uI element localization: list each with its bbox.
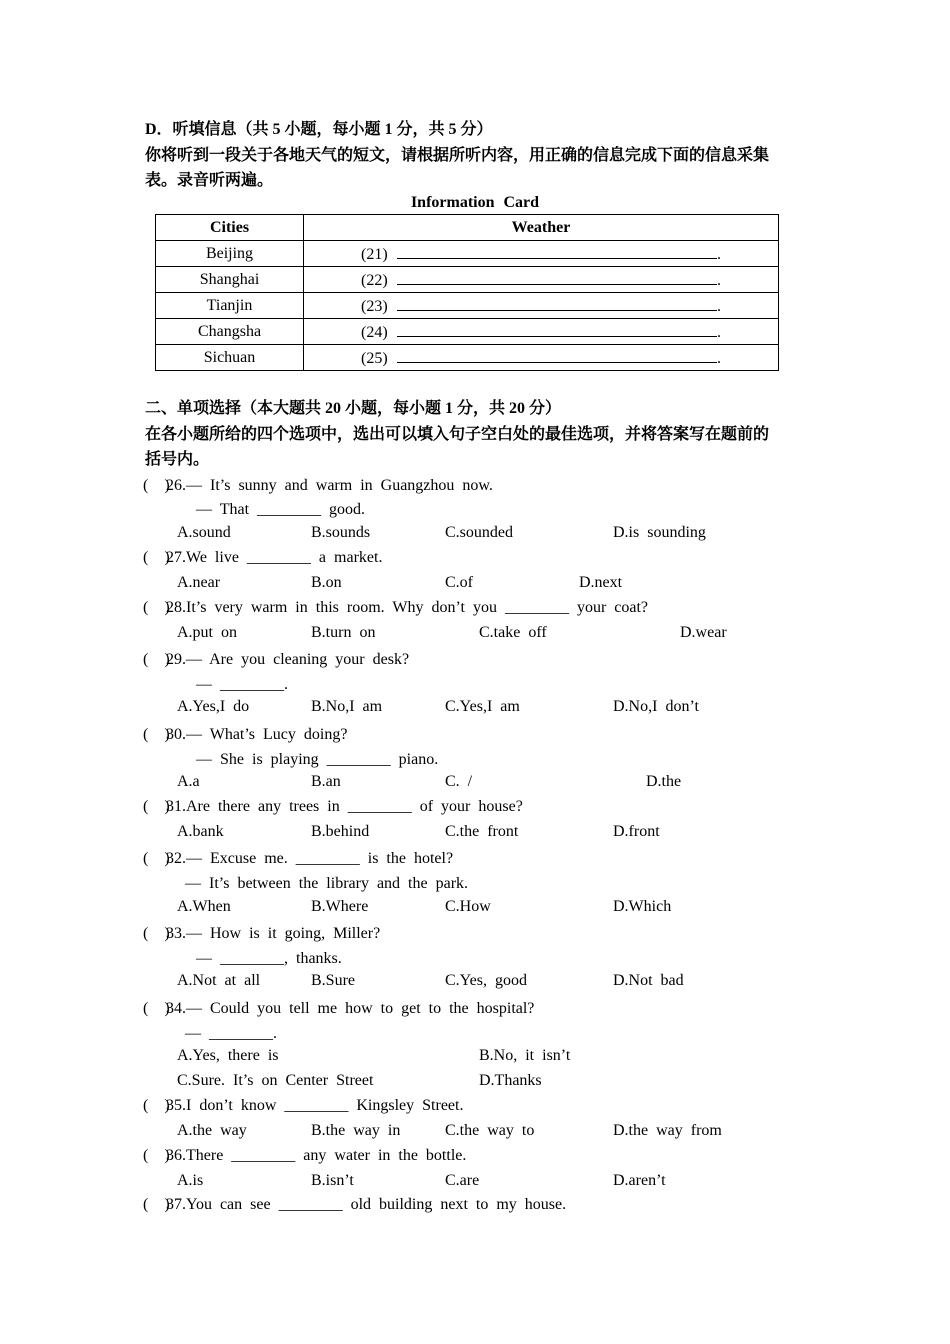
answer-bracket[interactable]: ( ) [143,1000,170,1017]
blank-number: (21) [361,245,388,263]
table-row [156,345,779,371]
section-2-instruction-2: 括号内。 [145,451,210,468]
header-cities: Cities [156,215,304,241]
question-reply: — She is playing ________ piano. [196,751,439,768]
answer-line [397,321,717,337]
option-a: A.is [177,1172,204,1189]
question-stem: 37.You can see ________ old building next to my house. [166,1196,567,1213]
section-d-heading: D．听填信息（共 5 小题，每小题 1 分，共 5 分） [145,121,493,138]
weather-blank[interactable]: (23) . [304,293,779,319]
question-reply: — ________. [196,676,288,693]
answer-bracket[interactable]: ( ) [143,477,170,494]
option-c: C.sounded [445,524,513,541]
question-stem: 34.— Could you tell me how to get to the hospital? [166,1000,535,1017]
option-d: D.Thanks [479,1072,542,1089]
answer-bracket[interactable]: ( ) [143,850,170,867]
header-weather: Weather [304,215,779,241]
city-cell: Shanghai [156,267,304,293]
option-b: B.sounds [311,524,371,541]
answer-bracket[interactable]: ( ) [143,1196,170,1213]
option-a: A.a [177,773,200,790]
weather-blank[interactable]: (24) . [304,319,779,345]
weather-blank[interactable]: (21) . [304,241,779,267]
answer-bracket[interactable]: ( ) [143,925,170,942]
section-d-instruction-1: 你将听到一段关于各地天气的短文，请根据所听内容，用正确的信息完成下面的信息采集 [145,147,770,164]
option-c: C.the front [445,823,519,840]
question-reply: — ________, thanks. [196,950,342,967]
option-c: C.Sure. It’s on Center Street [177,1072,374,1089]
option-a: A.Not at all [177,972,261,989]
option-a: A.near [177,574,221,591]
answer-bracket[interactable]: ( ) [143,1097,170,1114]
question-stem: 33.— How is it going, Miller? [166,925,381,942]
option-b: B.Where [311,898,369,915]
city-cell: Tianjin [156,293,304,319]
option-b: B.on [311,574,342,591]
option-d: D.next [579,574,623,591]
question-stem: 29.— Are you cleaning your desk? [166,651,410,668]
table-row [156,319,779,345]
table-row [156,293,779,319]
option-d: D.is sounding [613,524,706,541]
answer-line [397,243,717,259]
answer-line [397,347,717,363]
option-a: A.bank [177,823,224,840]
answer-bracket[interactable]: ( ) [143,1147,170,1164]
option-d: D.the [646,773,682,790]
option-b: B.an [311,773,341,790]
option-a: A.the way [177,1122,247,1139]
option-a: A.Yes,I do [177,698,250,715]
option-d: D.Not bad [613,972,684,989]
answer-bracket[interactable]: ( ) [143,549,170,566]
option-c: C.the way to [445,1122,535,1139]
option-d: D.aren’t [613,1172,666,1189]
option-a: A.When [177,898,231,915]
question-reply: — It’s between the library and the park. [185,875,469,892]
section-d-instruction-2: 表。录音听两遍。 [145,172,274,189]
option-b: B.turn on [311,624,376,641]
option-d: D.wear [680,624,727,641]
option-c: C.How [445,898,491,915]
blank-number: (25) [361,349,388,367]
option-b: B.No,I am [311,698,383,715]
weather-blank[interactable]: (22) . [304,267,779,293]
question-stem: 28.It’s very warm in this room. Why don’t you ________ your coat? [166,599,649,616]
option-c: C. / [445,773,473,790]
answer-bracket[interactable]: ( ) [143,599,170,616]
answer-bracket[interactable]: ( ) [143,726,170,743]
option-b: B.the way in [311,1122,401,1139]
question-stem: 31.Are there any trees in ________ of your house? [166,798,523,815]
option-c: C.Yes, good [445,972,527,989]
option-c: C.are [445,1172,480,1189]
city-cell: Changsha [156,319,304,345]
question-stem: 26.— It’s sunny and warm in Guangzhou now. [166,477,493,494]
question-stem: 35.I don’t know ________ Kingsley Street. [166,1097,464,1114]
section-2-instruction-1: 在各小题所给的四个选项中，选出可以填入句子空白处的最佳选项，并将答案写在题前的 [145,426,770,443]
table-header-row [156,215,779,241]
answer-line [397,269,717,285]
option-c: C.of [445,574,473,591]
option-b: B.behind [311,823,370,840]
option-a: A.Yes, there is [177,1047,279,1064]
table-row [156,267,779,293]
info-card-title: Information Card [410,194,540,211]
weather-blank[interactable]: (25) . [304,345,779,371]
answer-line [397,295,717,311]
option-d: D.Which [613,898,672,915]
option-b: B.Sure [311,972,355,989]
table-row [156,241,779,267]
option-b: B.No, it isn’t [479,1047,571,1064]
city-cell: Sichuan [156,345,304,371]
option-d: D.the way from [613,1122,722,1139]
blank-number: (22) [361,271,388,289]
info-card-table [155,214,779,371]
answer-bracket[interactable]: ( ) [143,651,170,668]
option-c: C.Yes,I am [445,698,520,715]
question-reply: — That ________ good. [196,501,366,518]
option-c: C.take off [479,624,547,641]
question-stem: 30.— What’s Lucy doing? [166,726,348,743]
option-a: A.put on [177,624,237,641]
question-stem: 27.We live ________ a market. [166,549,383,566]
question-stem: 36.There ________ any water in the bottle. [166,1147,467,1164]
option-d: D.No,I don’t [613,698,699,715]
city-cell: Beijing [156,241,304,267]
option-d: D.front [613,823,660,840]
answer-bracket[interactable]: ( ) [143,798,170,815]
option-b: B.isn’t [311,1172,354,1189]
question-stem: 32.— Excuse me. ________ is the hotel? [166,850,454,867]
option-a: A.sound [177,524,231,541]
section-2-heading: 二、单项选择（本大题共 20 小题，每小题 1 分，共 20 分） [145,400,562,417]
blank-number: (24) [361,323,388,341]
question-reply: — ________. [185,1025,277,1042]
blank-number: (23) [361,297,388,315]
